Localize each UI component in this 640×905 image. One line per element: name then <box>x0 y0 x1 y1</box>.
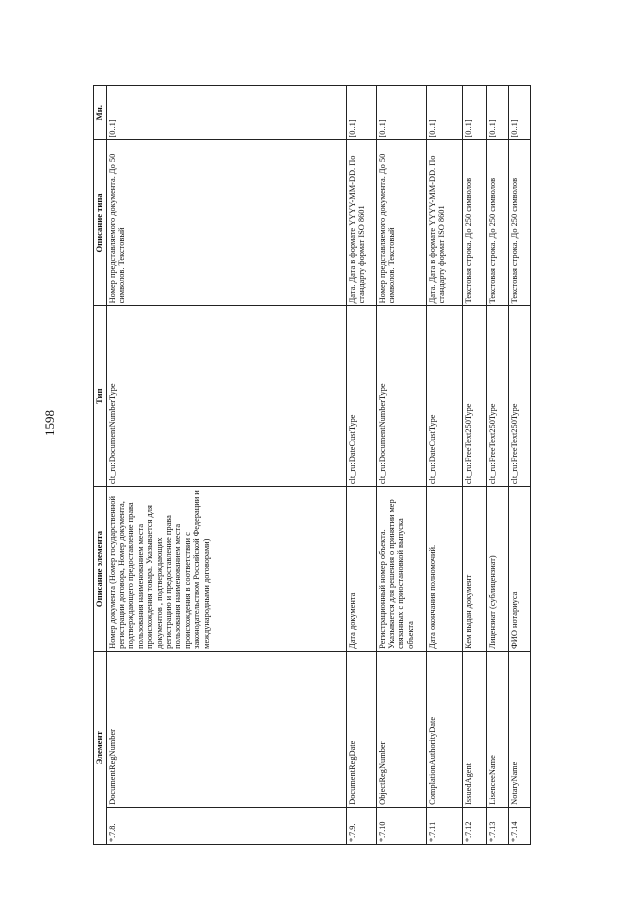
header-type-description: Описание типа <box>94 140 107 306</box>
row-type: clt_ru:DateCustType <box>426 306 462 487</box>
table-row <box>426 86 462 845</box>
row-description: Лицензиат (сублицензиат) <box>486 487 508 652</box>
row-number: *.7.14 <box>508 807 530 844</box>
row-number: *.7.12 <box>462 807 486 844</box>
row-element-name: ComplationAuthorityDate <box>426 651 462 807</box>
table-header-row <box>94 86 107 845</box>
header-multiplicity: Мн. <box>94 86 107 141</box>
row-multiplicity: [0..1] <box>376 86 426 141</box>
row-type-description: Номер представляемого документа. До 50 символов. Текстовый <box>376 140 426 306</box>
row-type-description: Дата. Дата в формате YYYY-MM-DD. По стандарту формат ISO 8601 <box>426 140 462 306</box>
row-element-name: IssuedAgent <box>462 651 486 807</box>
row-type-description: Номер представляемого документа. До 50 символов. Текстовый <box>106 140 346 306</box>
header-type: Тип <box>94 306 107 487</box>
table-row <box>462 86 486 845</box>
table-row <box>508 86 530 845</box>
row-type-description: Дата. Дата в формате YYYY-MM-DD. По стандарту формат ISO 8601 <box>346 140 376 306</box>
row-number: *.7.8. <box>106 807 346 844</box>
table-body <box>106 86 530 845</box>
table-row <box>346 86 376 845</box>
rotated-table-container <box>93 85 519 845</box>
row-type: clt_ru:FreeText250Type <box>462 306 486 487</box>
row-description: Дата окончания полномочий. <box>426 487 462 652</box>
row-type: clt_ru:DocumentNumberType <box>376 306 426 487</box>
row-multiplicity: [0..1] <box>346 86 376 141</box>
row-description: Кем выдан документ <box>462 487 486 652</box>
header-description: Описание элемента <box>94 487 107 652</box>
row-multiplicity: [0..1] <box>426 86 462 141</box>
page-number: 1598 <box>42 410 57 436</box>
row-description: Регистрационный номер объекта. Указывается для решения о принятии мер связанных с приостановкой выпуска объекта <box>376 487 426 652</box>
row-number: *.7.10 <box>376 807 426 844</box>
row-number: *.7.13 <box>486 807 508 844</box>
row-number: *.7.9. <box>346 807 376 844</box>
row-element-name: DocumentRegNumber <box>106 651 346 807</box>
row-number: *.7.11 <box>426 807 462 844</box>
row-multiplicity: [0..1] <box>106 86 346 141</box>
elements-table <box>93 85 531 845</box>
row-multiplicity: [0..1] <box>462 86 486 141</box>
row-type: clt_ru:FreeText250Type <box>508 306 530 487</box>
table-row <box>106 86 346 845</box>
table-row <box>486 86 508 845</box>
row-element-name: LisenceeName <box>486 651 508 807</box>
row-type-description: Текстовая строка. До 250 символов <box>486 140 508 306</box>
row-type: clt_ru:FreeText250Type <box>486 306 508 487</box>
row-element-name: DocumentRegDate <box>346 651 376 807</box>
row-multiplicity: [0..1] <box>508 86 530 141</box>
table-row <box>376 86 426 845</box>
row-multiplicity: [0..1] <box>486 86 508 141</box>
header-element: Элемент <box>94 651 107 844</box>
row-type-description: Текстовая строка. До 250 символов <box>508 140 530 306</box>
row-type: clt_ru:DateCustType <box>346 306 376 487</box>
row-element-name: ObjectRegNumber <box>376 651 426 807</box>
row-type-description: Текстовая строка. До 250 символов <box>462 140 486 306</box>
row-description: Номер документа (Номер государственной регистрации договора, Номер документа, подтверждающего предоставление права пользования наименованием места происхождения товара. Указывается для документов , подтверждающих регистрацию и предоставление права пользования наименованием места происхождения в соответствии с законодательством Российской Федерации и международными договорами) <box>106 487 346 652</box>
row-description: Дата документа <box>346 487 376 652</box>
row-type: clt_ru:DocumentNumberType <box>106 306 346 487</box>
row-element-name: NotaryName <box>508 651 530 807</box>
row-description: ФИО нотариуса <box>508 487 530 652</box>
